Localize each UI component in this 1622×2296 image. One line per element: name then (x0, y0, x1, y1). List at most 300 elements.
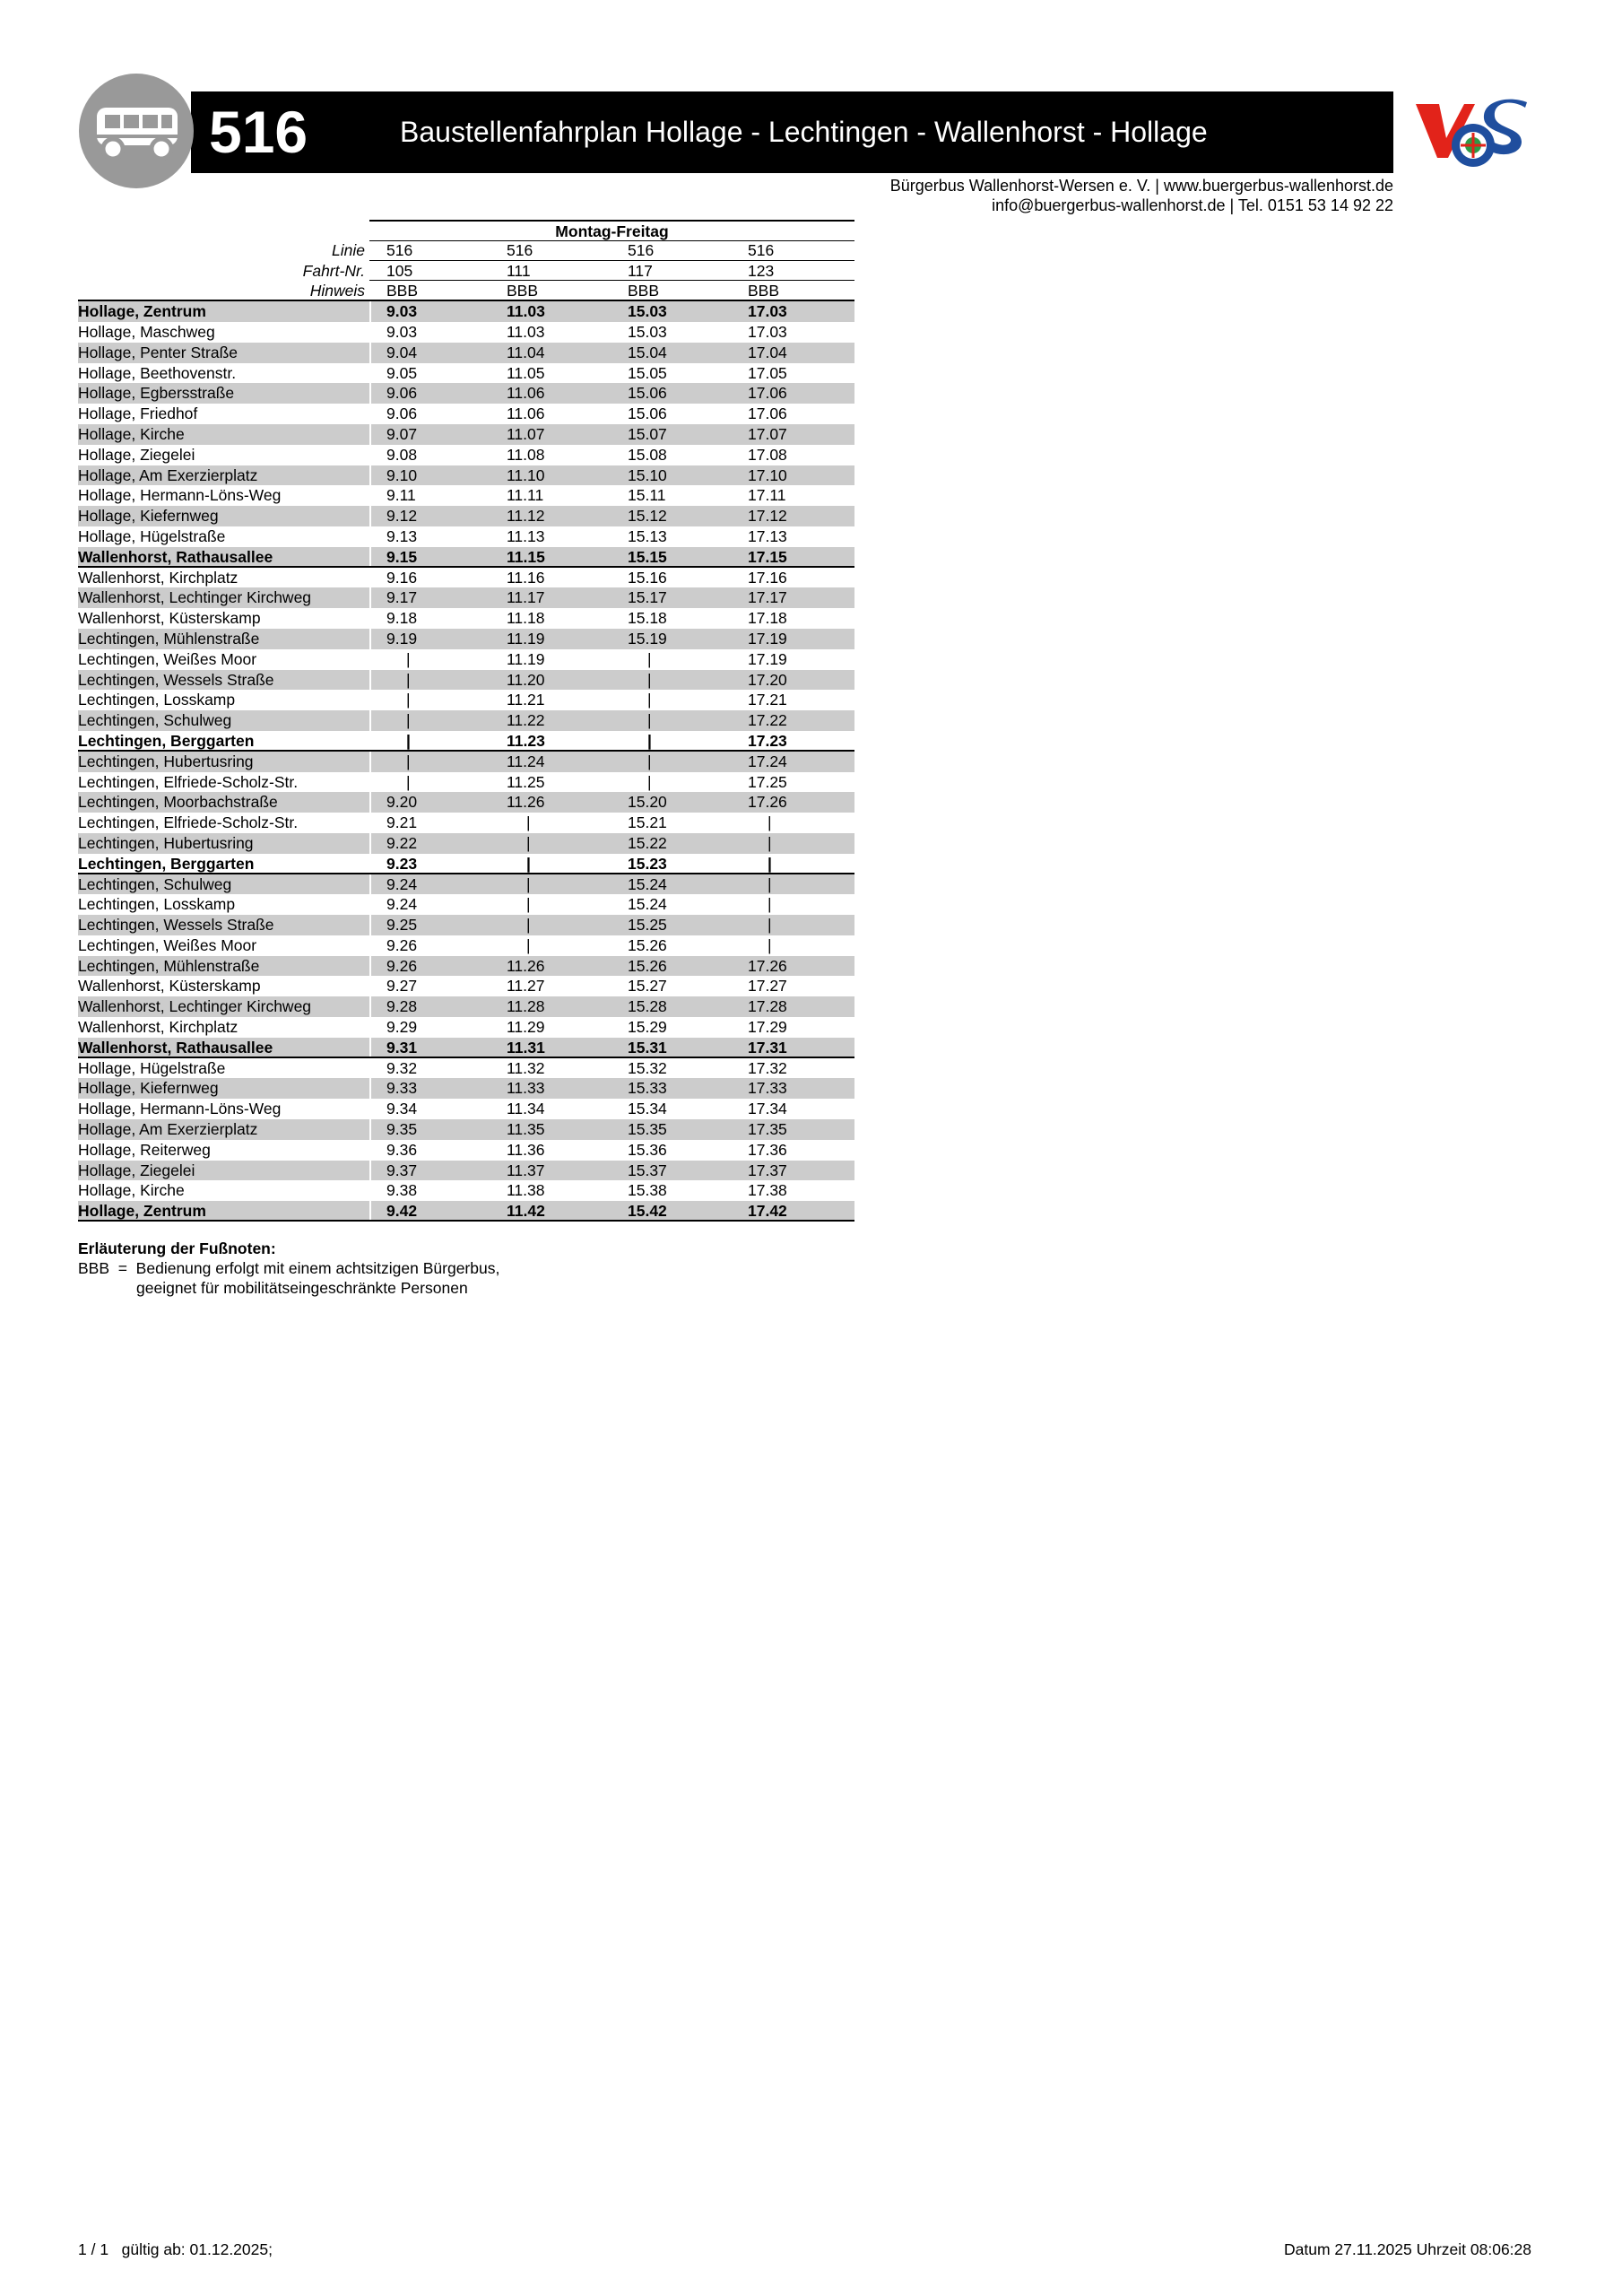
departure-time: 15.03 (628, 322, 667, 341)
departure-time: 9.29 (386, 1018, 418, 1037)
day-header: Montag-Freitag (369, 220, 854, 241)
stop-name: Lechtingen, Mühlenstraße (78, 629, 260, 648)
departure-time: 15.28 (628, 997, 667, 1016)
table-row (78, 1140, 854, 1161)
stop-name: Lechtingen, Elfriede-Scholz-Str. (78, 772, 299, 791)
departure-time: 9.25 (386, 916, 418, 935)
no-stop-marker: | (647, 711, 652, 730)
table-row (78, 465, 854, 486)
stop-name: Hollage, Zentrum (78, 1202, 206, 1221)
fahrt-cell: 111 (507, 261, 531, 280)
table-row (78, 485, 854, 506)
no-stop-marker: | (647, 670, 652, 689)
linie-cell: 516 (386, 240, 413, 259)
stop-name: Hollage, Egbersstraße (78, 384, 235, 403)
departure-time: 15.38 (628, 1181, 667, 1200)
departure-time: 11.22 (507, 711, 545, 730)
no-stop-marker: | (526, 833, 531, 852)
table-row (78, 833, 854, 854)
departure-time: 11.07 (507, 424, 545, 443)
departure-time: 17.24 (748, 752, 787, 770)
departure-time: 9.37 (386, 1161, 418, 1179)
table-row (78, 792, 854, 813)
table-row (78, 1180, 854, 1201)
departure-time: 15.33 (628, 1079, 667, 1098)
departure-time: 17.38 (748, 1181, 787, 1200)
page-title: Baustellenfahrplan Hollage - Lechtingen - Wallenhorst - Hollage (400, 116, 1208, 148)
departure-time: 11.06 (507, 384, 545, 403)
table-row (78, 956, 854, 977)
table-row (78, 587, 854, 608)
table-row (78, 894, 854, 915)
linie-cell: 516 (507, 240, 533, 259)
departure-time: 17.19 (748, 629, 787, 648)
departure-time: 9.15 (386, 547, 418, 566)
stop-name: Wallenhorst, Küsterskamp (78, 609, 261, 628)
stop-name: Wallenhorst, Küsterskamp (78, 977, 261, 996)
stop-name: Lechtingen, Wessels Straße (78, 670, 274, 689)
departure-time: 15.31 (628, 1038, 667, 1057)
validity-footer: 1 / 1 gültig ab: 01.12.2025; (78, 2240, 273, 2258)
departure-time: 15.13 (628, 526, 667, 545)
no-stop-marker: | (768, 935, 772, 954)
departure-time: 15.10 (628, 465, 667, 484)
departure-time: 11.13 (507, 526, 545, 545)
table-row (78, 547, 854, 568)
departure-time: 9.16 (386, 568, 418, 587)
stop-name: Hollage, Hügelstraße (78, 526, 226, 545)
departure-time: 9.26 (386, 935, 418, 954)
fahrt-label: Fahrt-Nr. (302, 261, 365, 280)
table-row (78, 731, 854, 752)
stop-name: Lechtingen, Schulweg (78, 874, 232, 893)
departure-time: 15.15 (628, 547, 667, 566)
departure-time: 9.35 (386, 1120, 418, 1139)
stop-name: Lechtingen, Weißes Moor (78, 649, 257, 668)
footnotes (78, 1239, 499, 1298)
departure-time: 9.27 (386, 977, 418, 996)
departure-time: 9.06 (386, 404, 418, 423)
bus-icon (79, 74, 194, 188)
table-row (78, 670, 854, 691)
stop-name: Hollage, Am Exerzierplatz (78, 465, 258, 484)
departure-time: 9.34 (386, 1100, 418, 1118)
fahrt-row (78, 261, 854, 282)
table-row (78, 976, 854, 996)
hinweis-cell: BBB (748, 282, 780, 300)
departure-time: 9.33 (386, 1079, 418, 1098)
departure-time: 17.25 (748, 772, 787, 791)
departure-time: 11.31 (507, 1038, 545, 1057)
no-stop-marker: | (526, 813, 531, 832)
stop-name: Lechtingen, Wessels Straße (78, 916, 274, 935)
departure-time: 11.20 (507, 670, 545, 689)
table-row (78, 424, 854, 445)
departure-time: 11.15 (507, 547, 545, 566)
hinweis-label: Hinweis (309, 282, 365, 300)
no-stop-marker: | (526, 916, 531, 935)
departure-time: 17.07 (748, 424, 787, 443)
no-stop-marker: | (526, 895, 531, 914)
departure-time: 11.37 (507, 1161, 545, 1179)
table-row (78, 996, 854, 1017)
departure-time: 15.26 (628, 935, 667, 954)
departure-time: 17.27 (748, 977, 787, 996)
departure-time: 11.04 (507, 343, 545, 361)
departure-time: 15.06 (628, 384, 667, 403)
departure-time: 9.11 (386, 486, 416, 505)
departure-time: 11.26 (507, 793, 545, 812)
stop-name: Hollage, Zentrum (78, 302, 206, 321)
departure-time: 17.26 (748, 956, 787, 975)
stop-name: Wallenhorst, Lechtinger Kirchweg (78, 997, 312, 1016)
no-stop-marker: | (526, 854, 531, 873)
departure-time: 9.24 (386, 895, 418, 914)
table-row (78, 322, 854, 343)
table-row (78, 363, 854, 384)
departure-time: 17.37 (748, 1161, 787, 1179)
departure-time: 17.06 (748, 384, 787, 403)
table-row (78, 1099, 854, 1119)
departure-time: 17.34 (748, 1100, 787, 1118)
table-row (78, 1119, 854, 1140)
no-stop-marker: | (406, 649, 411, 668)
no-stop-marker: | (647, 752, 652, 770)
stop-name: Hollage, Hermann-Löns-Weg (78, 486, 282, 505)
no-stop-marker: | (768, 833, 772, 852)
departure-time: 11.25 (507, 772, 545, 791)
departure-time: 9.18 (386, 609, 418, 628)
stop-name: Wallenhorst, Rathausallee (78, 1038, 273, 1057)
no-stop-marker: | (647, 772, 652, 791)
vos-logo-icon (1412, 95, 1531, 174)
table-row (78, 772, 854, 793)
departure-time: 15.19 (628, 629, 667, 648)
stop-name: Lechtingen, Moorbachstraße (78, 793, 278, 812)
departure-time: 11.05 (507, 363, 545, 382)
table-row (78, 710, 854, 731)
departure-time: 9.06 (386, 384, 418, 403)
no-stop-marker: | (768, 916, 772, 935)
departure-time: 9.19 (386, 629, 418, 648)
departure-time: 15.32 (628, 1058, 667, 1077)
departure-time: 9.12 (386, 507, 418, 526)
no-stop-marker: | (647, 691, 652, 709)
departure-time: 15.27 (628, 977, 667, 996)
stop-name: Hollage, Kiefernweg (78, 1079, 219, 1098)
stop-name: Hollage, Hügelstraße (78, 1058, 226, 1077)
departure-time: 15.29 (628, 1018, 667, 1037)
operator-contact-line: Bürgerbus Wallenhorst-Wersen e. V. | www.buergerbus-wallenhorst.de (889, 177, 1393, 195)
stop-name: Lechtingen, Hubertusring (78, 833, 254, 852)
stop-name: Hollage, Ziegelei (78, 445, 195, 464)
departure-time: 11.21 (507, 691, 545, 709)
operator-contact-line: info@buergerbus-wallenhorst.de | Tel. 0151 53 14 92 22 (992, 196, 1393, 214)
stop-rows (78, 301, 854, 1222)
departure-time: 11.03 (507, 302, 545, 321)
departure-time: 15.18 (628, 609, 667, 628)
departure-time: 17.35 (748, 1120, 787, 1139)
linie-row (78, 240, 854, 261)
no-stop-marker: | (406, 670, 411, 689)
departure-time: 15.03 (628, 302, 667, 321)
departure-time: 15.36 (628, 1140, 667, 1159)
table-row (78, 1058, 854, 1079)
departure-time: 11.36 (507, 1140, 545, 1159)
departure-time: 9.07 (386, 424, 418, 443)
departure-time: 17.22 (748, 711, 787, 730)
departure-time: 17.10 (748, 465, 787, 484)
stop-name: Hollage, Penter Straße (78, 343, 239, 361)
no-stop-marker: | (526, 935, 531, 954)
stop-name: Hollage, Friedhof (78, 404, 198, 423)
departure-time: 15.04 (628, 343, 667, 361)
departure-time: 11.42 (507, 1202, 545, 1221)
departure-time: 11.12 (507, 507, 545, 526)
departure-time: 15.35 (628, 1120, 667, 1139)
departure-time: 15.26 (628, 956, 667, 975)
departure-time: 17.23 (748, 731, 787, 750)
stop-name: Wallenhorst, Kirchplatz (78, 568, 239, 587)
fahrt-cell: 123 (748, 261, 775, 280)
departure-time: 15.42 (628, 1202, 667, 1221)
no-stop-marker: | (768, 895, 772, 914)
departure-time: 9.04 (386, 343, 418, 361)
departure-time: 9.31 (386, 1038, 418, 1057)
stop-name: Lechtingen, Losskamp (78, 691, 236, 709)
table-row (78, 1161, 854, 1181)
departure-time: 15.21 (628, 813, 667, 832)
departure-time: 15.23 (628, 854, 667, 873)
stop-name: Hollage, Beethovenstr. (78, 363, 237, 382)
departure-time: 17.19 (748, 649, 787, 668)
departure-time: 17.03 (748, 302, 787, 321)
no-stop-marker: | (406, 711, 411, 730)
departure-time: 9.23 (386, 854, 418, 873)
departure-time: 9.03 (386, 302, 418, 321)
departure-time: 17.05 (748, 363, 787, 382)
departure-time: 11.11 (507, 486, 544, 505)
stop-name: Hollage, Ziegelei (78, 1161, 195, 1179)
departure-time: 11.08 (507, 445, 545, 464)
stop-name: Hollage, Maschweg (78, 322, 215, 341)
departure-time: 11.18 (507, 609, 545, 628)
departure-time: 9.08 (386, 445, 418, 464)
departure-time: 17.16 (748, 568, 787, 587)
hinweis-cell: BBB (507, 282, 539, 300)
route-number: 516 (209, 99, 308, 165)
departure-time: 11.34 (507, 1100, 545, 1118)
stop-name: Lechtingen, Hubertusring (78, 752, 254, 770)
stop-name: Hollage, Reiterweg (78, 1140, 211, 1159)
departure-time: 17.12 (748, 507, 787, 526)
departure-time: 11.19 (507, 649, 545, 668)
linie-cell: 516 (628, 240, 655, 259)
stop-name: Lechtingen, Mühlenstraße (78, 956, 260, 975)
departure-time: 9.24 (386, 874, 418, 893)
no-stop-marker: | (406, 752, 411, 770)
no-stop-marker: | (406, 691, 411, 709)
departure-time: 15.05 (628, 363, 667, 382)
departure-time: 17.15 (748, 547, 787, 566)
table-row (78, 649, 854, 670)
stop-name: Lechtingen, Berggarten (78, 731, 255, 750)
stop-name: Wallenhorst, Rathausallee (78, 547, 273, 566)
departure-time: 9.22 (386, 833, 418, 852)
linie-cell: 516 (748, 240, 775, 259)
no-stop-marker: | (526, 874, 531, 893)
stop-name: Hollage, Kirche (78, 424, 185, 443)
no-stop-marker: | (768, 813, 772, 832)
table-row (78, 915, 854, 935)
table-row (78, 383, 854, 404)
table-row (78, 629, 854, 649)
departure-time: 15.12 (628, 507, 667, 526)
stop-name: Hollage, Kiefernweg (78, 507, 219, 526)
print-date-footer: Datum 27.11.2025 Uhrzeit 08:06:28 (1284, 2240, 1531, 2258)
departure-time: 11.10 (507, 465, 545, 484)
table-row (78, 526, 854, 547)
departure-time: 15.20 (628, 793, 667, 812)
table-row (78, 1017, 854, 1038)
departure-time: 9.26 (386, 956, 418, 975)
footnote-line: geeignet für mobilitätseingeschränkte Personen (136, 1279, 468, 1297)
departure-time: 17.08 (748, 445, 787, 464)
departure-time: 11.28 (507, 997, 545, 1016)
stop-name: Hollage, Am Exerzierplatz (78, 1120, 258, 1139)
no-stop-marker: | (406, 772, 411, 791)
no-stop-marker: | (647, 731, 652, 750)
departure-time: 15.25 (628, 916, 667, 935)
table-row (78, 404, 854, 424)
departure-time: 9.28 (386, 997, 418, 1016)
departure-time: 11.19 (507, 629, 545, 648)
departure-time: 15.37 (628, 1161, 667, 1179)
departure-time: 15.07 (628, 424, 667, 443)
departure-time: 11.29 (507, 1018, 545, 1037)
departure-time: 15.08 (628, 445, 667, 464)
table-row (78, 506, 854, 526)
departure-time: 9.42 (386, 1202, 418, 1221)
departure-time: 15.24 (628, 895, 667, 914)
stop-name: Hollage, Hermann-Löns-Weg (78, 1100, 282, 1118)
table-row (78, 854, 854, 874)
departure-time: 15.11 (628, 486, 666, 505)
departure-time: 9.21 (386, 813, 418, 832)
table-row (78, 690, 854, 710)
departure-time: 15.06 (628, 404, 667, 423)
departure-time: 9.13 (386, 526, 418, 545)
departure-time: 11.17 (507, 588, 545, 607)
departure-time: 17.18 (748, 609, 787, 628)
departure-time: 17.29 (748, 1018, 787, 1037)
departure-time: 9.03 (386, 322, 418, 341)
departure-time: 15.17 (628, 588, 667, 607)
departure-time: 9.17 (386, 588, 418, 607)
departure-time: 17.36 (748, 1140, 787, 1159)
departure-time: 11.16 (507, 568, 545, 587)
departure-time: 15.16 (628, 568, 667, 587)
departure-time: 11.38 (507, 1181, 545, 1200)
table-row (78, 1038, 854, 1058)
departure-time: 17.11 (748, 486, 786, 505)
departure-time: 11.32 (507, 1058, 545, 1077)
departure-time: 15.34 (628, 1100, 667, 1118)
hinweis-cell: BBB (628, 282, 660, 300)
fahrt-cell: 117 (628, 261, 653, 280)
table-row (78, 568, 854, 588)
no-stop-marker: | (768, 874, 772, 893)
table-row (78, 1078, 854, 1099)
departure-time: 17.17 (748, 588, 787, 607)
stop-name: Lechtingen, Elfriede-Scholz-Str. (78, 813, 299, 832)
stop-name: Lechtingen, Berggarten (78, 854, 255, 873)
departure-time: 9.05 (386, 363, 418, 382)
table-row (78, 445, 854, 465)
table-row (78, 935, 854, 956)
departure-time: 11.23 (507, 731, 545, 750)
hinweis-cell: BBB (386, 282, 419, 300)
no-stop-marker: | (647, 649, 652, 668)
footnote-line: BBB = Bedienung erfolgt mit einem achtsitzigen Bürgerbus, (78, 1259, 500, 1277)
hinweis-row (78, 281, 854, 301)
footnotes-title: Erläuterung der Fußnoten: (78, 1239, 276, 1257)
header-bar (191, 91, 1393, 173)
timetable (78, 220, 854, 1222)
departure-time: 11.35 (507, 1120, 545, 1139)
table-row (78, 752, 854, 772)
table-row (78, 343, 854, 363)
stop-name: Wallenhorst, Kirchplatz (78, 1018, 239, 1037)
fahrt-cell: 105 (386, 261, 413, 280)
stop-name: Lechtingen, Losskamp (78, 895, 236, 914)
departure-time: 11.33 (507, 1079, 545, 1098)
no-stop-marker: | (406, 731, 411, 750)
departure-time: 9.32 (386, 1058, 418, 1077)
stop-name: Lechtingen, Weißes Moor (78, 935, 257, 954)
departure-time: 17.21 (748, 691, 787, 709)
departure-time: 17.04 (748, 343, 787, 361)
departure-time: 11.24 (507, 752, 545, 770)
departure-time: 9.20 (386, 793, 418, 812)
no-stop-marker: | (768, 854, 772, 873)
departure-time: 15.24 (628, 874, 667, 893)
departure-time: 17.13 (748, 526, 787, 545)
departure-time: 11.03 (507, 322, 545, 341)
linie-label: Linie (332, 240, 365, 259)
departure-time: 11.06 (507, 404, 545, 423)
departure-time: 9.36 (386, 1140, 418, 1159)
departure-time: 17.03 (748, 322, 787, 341)
departure-time: 17.06 (748, 404, 787, 423)
departure-time: 11.26 (507, 956, 545, 975)
stop-name: Lechtingen, Schulweg (78, 711, 232, 730)
stop-name: Wallenhorst, Lechtinger Kirchweg (78, 588, 312, 607)
departure-time: 17.20 (748, 670, 787, 689)
departure-time: 15.22 (628, 833, 667, 852)
departure-time: 11.27 (507, 977, 545, 996)
departure-time: 9.38 (386, 1181, 418, 1200)
departure-time: 17.28 (748, 997, 787, 1016)
table-row (78, 813, 854, 833)
departure-time: 17.26 (748, 793, 787, 812)
day-header-row (78, 220, 854, 240)
departure-time: 9.10 (386, 465, 418, 484)
table-row (78, 1201, 854, 1222)
table-row (78, 874, 854, 895)
departure-time: 17.31 (748, 1038, 787, 1057)
table-row (78, 301, 854, 322)
